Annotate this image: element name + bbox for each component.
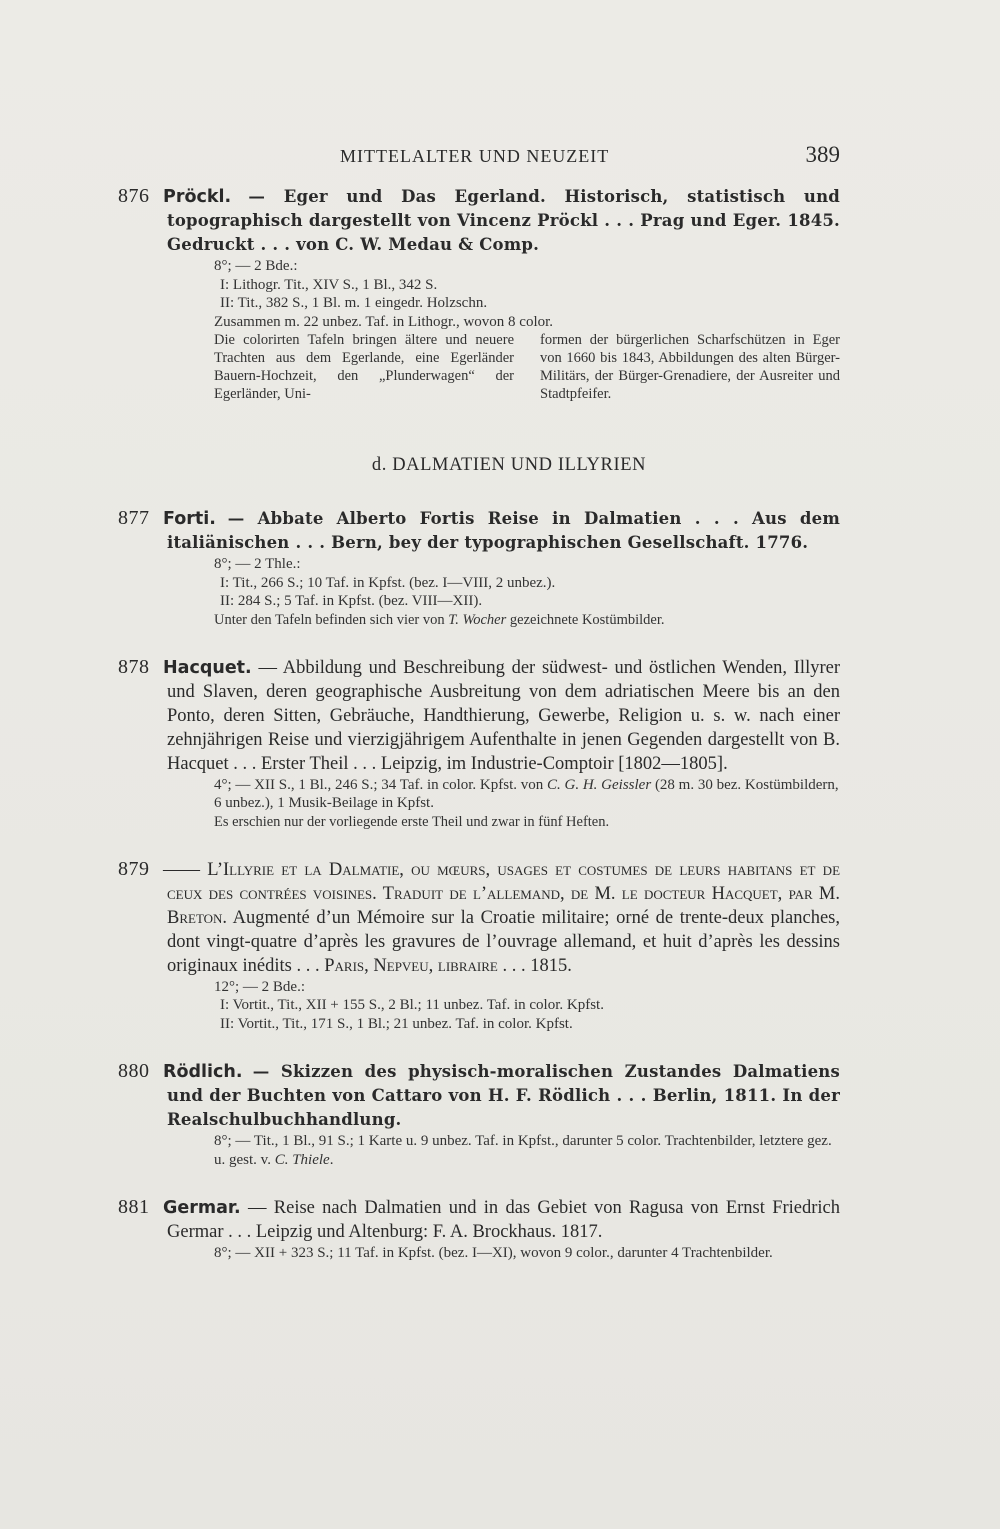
entry-title-continued: Augmenté d’un Mémoire sur la Croatie militaire; orné de trente-deux planches, dont vingt-quatre d’après les gravures de l’ouvrage allemand, et huit d’après les dessins originaux inédits . . . (167, 907, 840, 976)
details-line: I: Vortit., Tit., XII + 155 S., 2 Bl.; 11 unbez. Taf. in color. Kpfst. (220, 997, 604, 1013)
entry-number: 876 (118, 185, 150, 207)
details-line: 8°; — 2 Bde.: (214, 258, 298, 274)
details-text: 8°; — Tit., 1 Bl., 91 S.; 1 Karte u. 9 unbez. Taf. in Kpfst., darunter 5 color. Trachtenbilder, letztere gez. u. gest. v. (214, 1133, 832, 1168)
note-text: gezeichnete Kostümbilder. (506, 611, 665, 628)
entry-877 (118, 506, 840, 629)
details-line: I: Tit., 266 S.; 10 Taf. in Kpfst. (bez. I—VIII, 2 unbez.). (220, 574, 556, 591)
details-line: II: Vortit., Tit., 171 S., 1 Bl.; 21 unbez. Taf. in color. Kpfst. (220, 1015, 573, 1032)
note-artist-name: T. Wocher (448, 611, 507, 628)
page-number: 389 (805, 142, 840, 167)
entry-title: L’Illyrie et la Dalmatie, ou mœurs, usages et costumes de leurs habitans et de ceux des contrées voisines. Traduit de l’allemand, de M. le docteur Hacquet, par M. Breton. (167, 859, 841, 928)
details-line: 8°; — 2 Thle.: (214, 556, 301, 572)
entry-879 (118, 857, 840, 1034)
entry-title: — Reise nach Dalmatien und in das Gebiet von Ragusa von Ernst Friedrich Germar . . . Leipzig und Altenburg: F. A. Brockhaus. 1817. (167, 1198, 841, 1242)
details-text: 4°; — XII S., 1 Bl., 246 S.; 34 Taf. in color. Kpfst. von (214, 776, 548, 793)
entry-main (118, 184, 840, 257)
entry-main (118, 655, 840, 776)
section-heading: d. DALMATIEN UND ILLYRIEN (371, 455, 647, 475)
entry-author: Pröckl. (163, 187, 232, 207)
entry-details: 8°; — XII + 323 S.; 11 Taf. in Kpfst. (bez. I—XI), wovon 9 color., darunter 4 Trachtenbilder. (214, 1245, 773, 1261)
entry-878 (118, 655, 840, 831)
details-line: Zusammen m. 22 unbez. Taf. in Lithogr., wovon 8 color. (214, 313, 554, 330)
details-line: II: Tit., 382 S., 1 Bl. m. 1 eingedr. Holzschn. (220, 295, 488, 311)
note-right-column: formen der bürgerlichen Scharfschützen in Eger von 1660 bis 1843, Abbildungen des alten Bürger-Militärs, der Bürger-Grenadiere, der Ausreiter und Stadtpfeifer. (540, 332, 840, 402)
entry-author: Germar. (163, 1198, 241, 1218)
entry-note: Es erschien nur der vorliegende erste Theil und zwar in fünf Heften. (214, 813, 610, 830)
entry-main (118, 506, 840, 555)
entry-number: 881 (118, 1196, 150, 1218)
entry-title: — Abbate Alberto Fortis Reise in Dalmatien . . . Aus dem italiänischen . . . Bern, bey der typographischen Gesellschaft. 1776. (167, 509, 840, 552)
entry-details (118, 257, 840, 331)
entry-author: Forti. (163, 509, 216, 529)
entry-details (118, 1132, 840, 1169)
note-text: Unter den Tafeln befinden sich vier von (214, 611, 449, 628)
entry-imprint: Paris, Nepveu, libraire (324, 955, 498, 976)
entry-year: . . . 1815. (497, 955, 572, 976)
entry-repeat-dash: —— (163, 859, 200, 880)
entry-details (118, 555, 840, 611)
entry-number: 880 (118, 1060, 150, 1082)
details-line: 12°; — 2 Bde.: (214, 978, 305, 995)
entry-main (118, 857, 840, 978)
entry-title: — Eger und Das Egerland. Historisch, statistisch und topographisch dargestellt von Vincenz Pröckl . . . Prag und Eger. 1845. Gedruckt . . . von C. W. Medau & Comp. (167, 187, 840, 254)
entry-details (118, 776, 840, 813)
details-artist-name: C. G. H. Geissler (547, 776, 652, 793)
entry-number: 878 (118, 655, 150, 678)
running-head (118, 142, 840, 184)
entry-number: 879 (118, 857, 150, 880)
running-title: MITTELALTER UND NEUZEIT (340, 146, 610, 166)
details-line: II: 284 S.; 5 Taf. in Kpfst. (bez. VIII—XII). (220, 593, 483, 609)
entry-876 (118, 184, 840, 403)
entry-author: Rödlich. (163, 1062, 243, 1082)
details-text: . (329, 1151, 334, 1168)
entry-title: — Abbildung und Beschreibung der südwest- und östlichen Wenden, Illyrer und Slaven, deren geographische Ausbreitung von dem adriatischen Meere bis an den Ponto, deren Sitten, Gebräuche, Handthierung, Gewerbe, Religion u. s. w. nach einer zehnjährigen Reise und vierzigjährigem Aufenthalte in jenen Gegenden dargestellt von B. Hacquet . . . Erster Theil . . . Leipzig, im Industrie-Comptoir [1802—1805]. (167, 657, 840, 774)
entry-note (118, 331, 840, 403)
details-text: (28 m. 30 bez. Kostümbildern, 6 unbez.), 1 Musik-Beilage in Kpfst. (214, 776, 839, 811)
entry-details (118, 978, 840, 1034)
entry-title: — Skizzen des physisch-moralischen Zustandes Dalmatiens und der Buchten von Cattaro von H. F. Rödlich . . . Berlin, 1811. In der Realschulbuchhandlung. (167, 1062, 840, 1129)
entry-author: Hacquet. (163, 657, 252, 678)
entry-881 (118, 1195, 840, 1263)
entry-880 (118, 1059, 840, 1169)
details-artist-name: C. Thiele (274, 1151, 330, 1168)
entry-note (118, 611, 840, 629)
entry-main (118, 1059, 840, 1132)
entry-main (118, 1195, 840, 1244)
details-line: I: Lithogr. Tit., XIV S., 1 Bl., 342 S. (220, 276, 438, 293)
entry-number: 877 (118, 507, 150, 529)
note-left-column: Die colorirten Tafeln bringen ältere und neuere Trachten aus dem Egerlande, eine Egerländer Bauern-Hochzeit, den „Plunderwagen“ der Egerländer, Uni- (214, 332, 514, 402)
page-content (118, 142, 840, 1263)
